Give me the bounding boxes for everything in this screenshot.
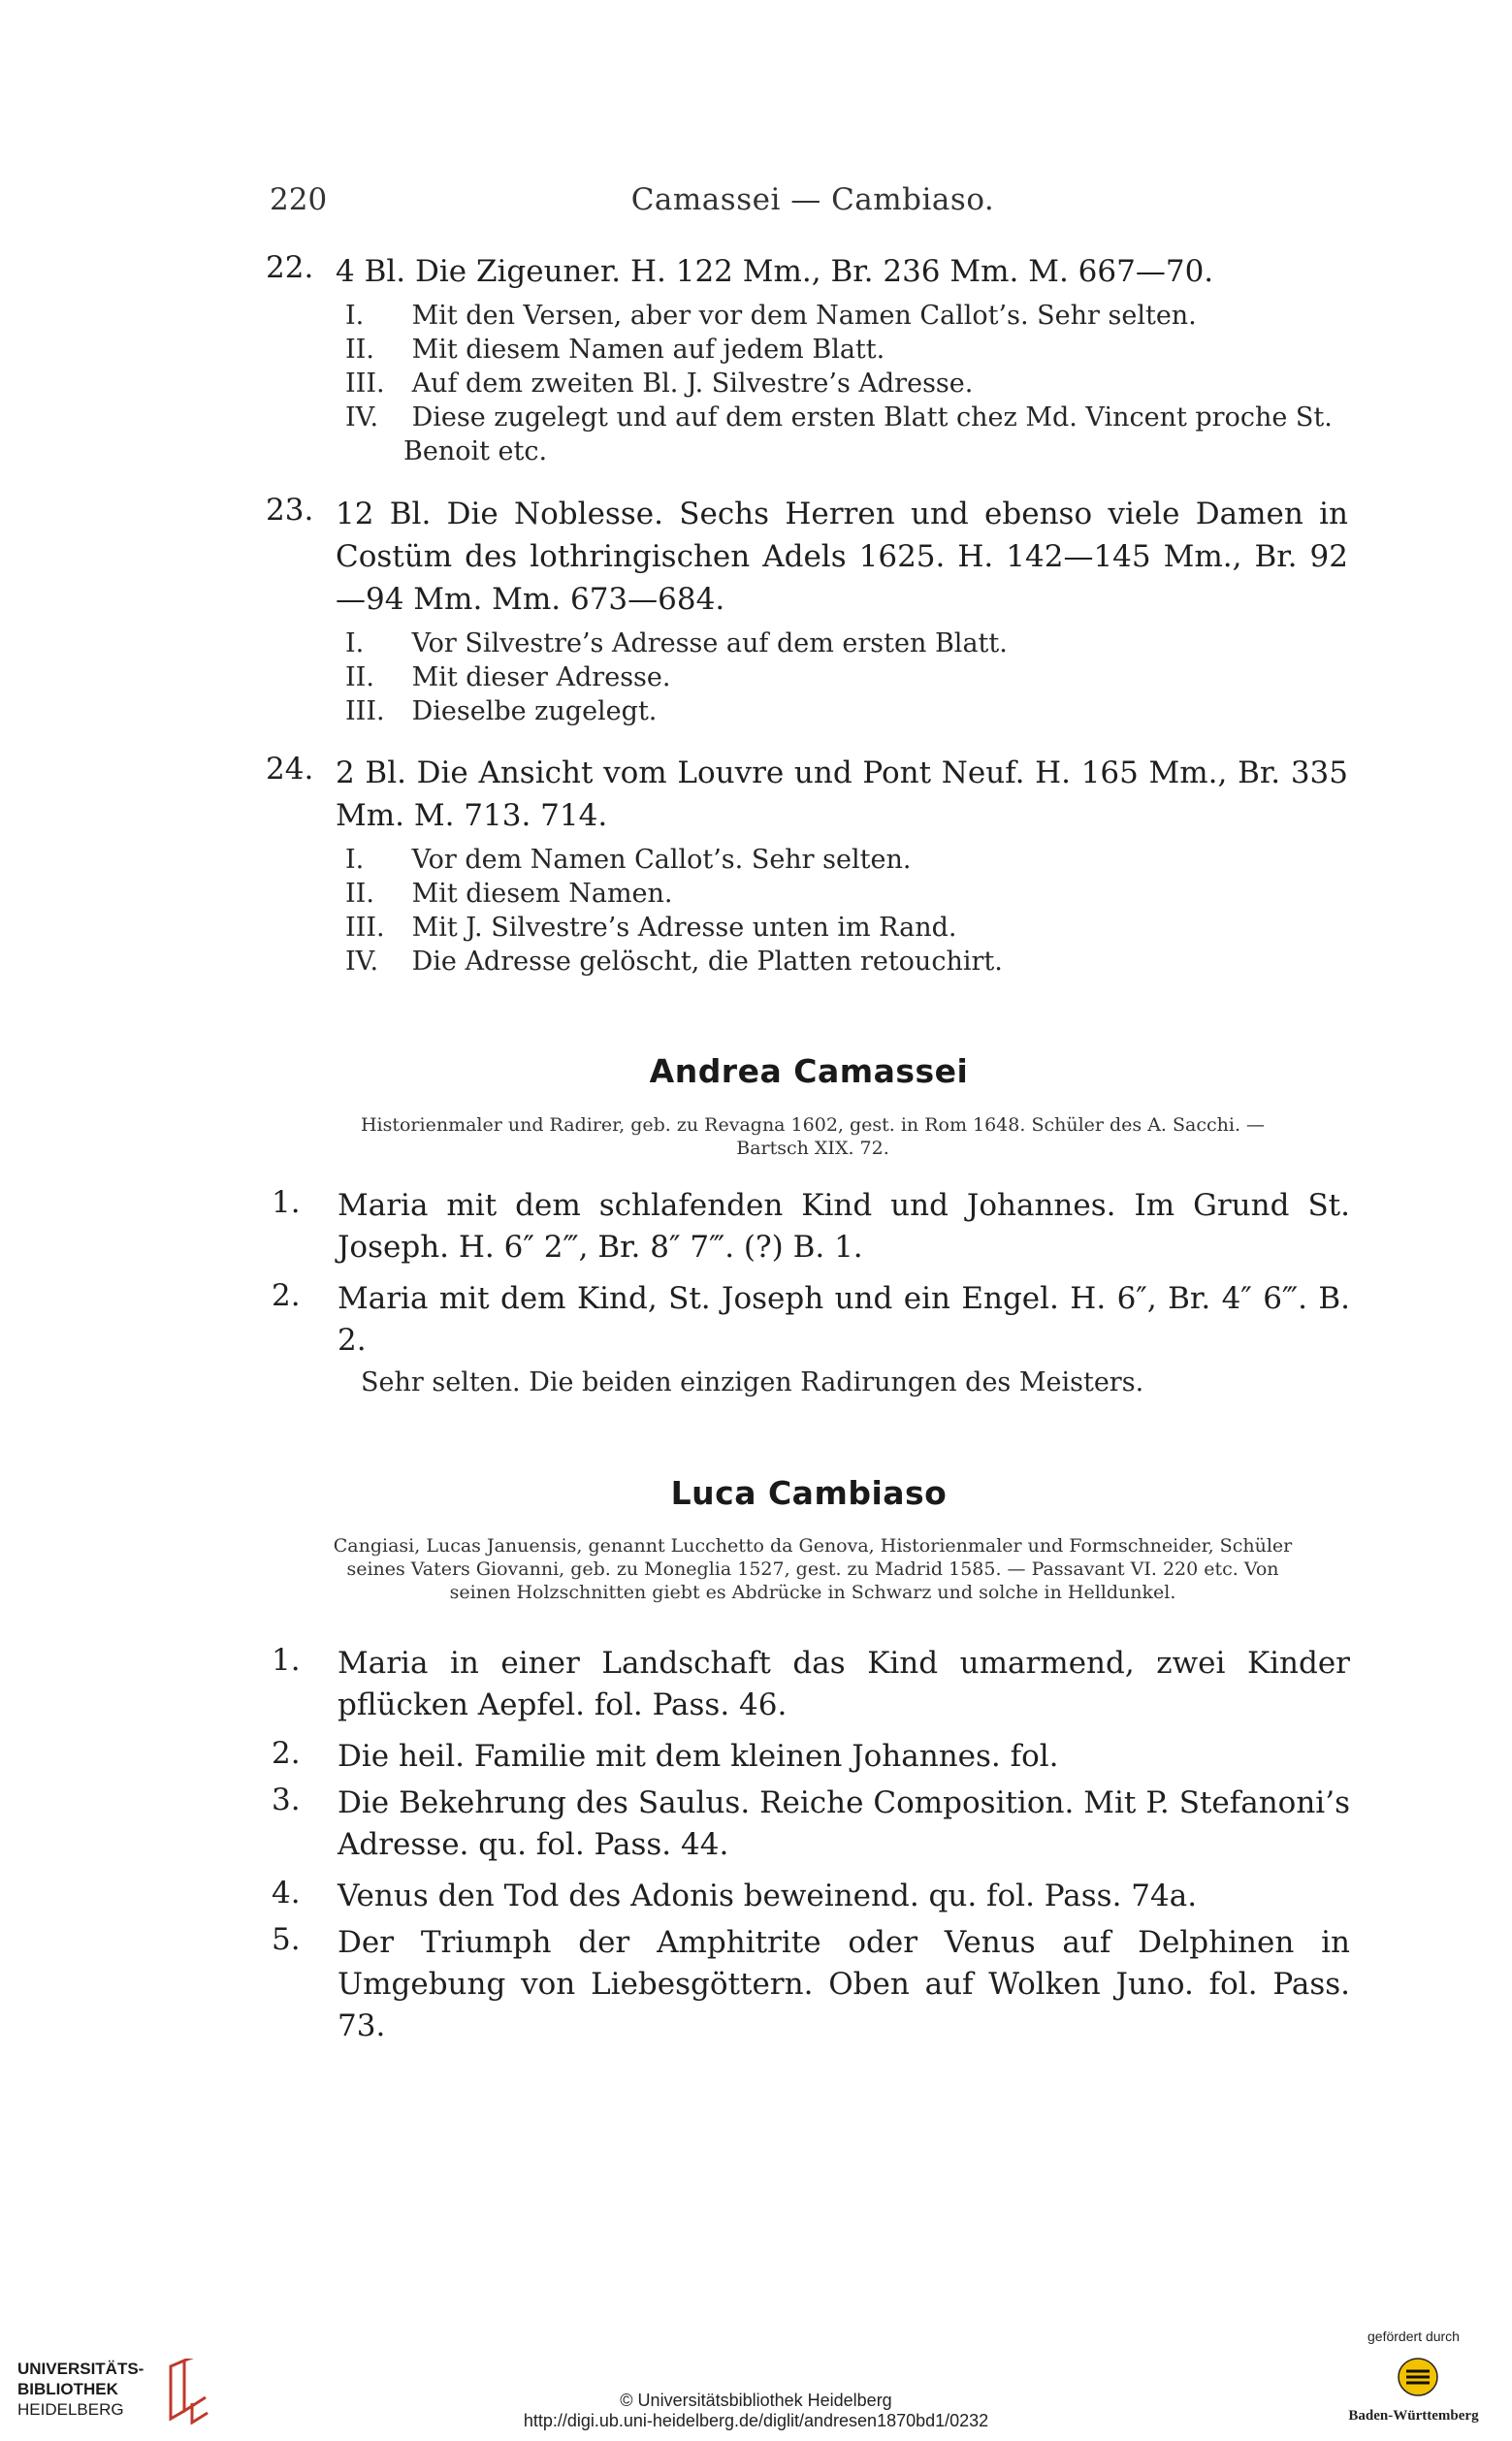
camassei-note: Sehr selten. Die beiden einzigen Radirungen des Meisters.	[361, 1367, 1144, 1397]
state-crest-icon	[1397, 2356, 1439, 2398]
item-number: 1.	[272, 1185, 301, 1220]
entry-number: 23.	[266, 493, 314, 528]
artist-heading-camassei: Andrea Camassei	[649, 1052, 969, 1090]
state-item: II. Mit diesem Namen.	[345, 879, 673, 909]
running-head	[270, 182, 1356, 231]
state-list	[345, 299, 1348, 468]
state-item: II. Mit dieser Adresse.	[345, 662, 671, 692]
page-number: 220	[270, 182, 328, 217]
item-text: Maria mit dem schlafenden Kind und Johannes. Im Grund St. Joseph. H. 6″ 2‴, Br. 8″ 7‴. (?) B. 1.	[338, 1188, 1350, 1265]
entry-text: 12 Bl. Die Noblesse. Sechs Herren und ebenso viele Damen in Costüm des lothringischen Adels 1625. H. 142—145 Mm., Br. 92—94 Mm. Mm. 673—684.	[336, 497, 1348, 617]
permalink-url[interactable]: http://digi.ub.uni-heidelberg.de/diglit/andresen1870bd1/0232	[523, 2411, 989, 2430]
item-text: Venus den Tod des Adonis beweinend. qu. fol. Pass. 74a.	[338, 1879, 1198, 1913]
item-number: 1.	[272, 1643, 301, 1678]
catalogue-entry-23	[266, 493, 1348, 728]
funded-by-label: gefördert durch	[1367, 2329, 1460, 2344]
camassei-item-2	[272, 1278, 1350, 1362]
item-text: Die heil. Familie mit dem kleinen Johannes. fol.	[338, 1739, 1059, 1774]
state-item: III. Mit J. Silvestre’s Adresse unten im Rand.	[345, 913, 957, 943]
entry-text: 4 Bl. Die Zigeuner. H. 122 Mm., Br. 236 Mm. M. 667—70.	[336, 254, 1214, 289]
item-number: 3.	[272, 1783, 301, 1817]
state-item: I. Mit den Versen, aber vor dem Namen Callot’s. Sehr selten.	[345, 301, 1197, 331]
entry-number: 24.	[266, 752, 314, 787]
state-item: III. Dieselbe zugelegt.	[345, 696, 658, 726]
item-number: 2.	[272, 1278, 301, 1313]
item-text: Maria mit dem Kind, St. Joseph und ein Engel. H. 6″, Br. 4″ 6‴. B. 2.	[338, 1281, 1350, 1358]
funder-block	[1329, 2329, 1498, 2435]
artist-bio-cambiaso: Cangiasi, Lucas Januensis, genannt Lucchetto da Genova, Historienmaler und Formschneider, Schüler seines Vaters Giovanni, geb. zu Moneglia 1527, gest. zu Madrid 1585. — Passavant VI. 220 etc. Von seinen Holzschnitten giebt es Abdrücke in Schwarz und solche in Helldunkel.	[333, 1535, 1293, 1603]
cambiaso-item-5	[272, 1922, 1350, 2047]
artist-heading-cambiaso: Luca Cambiaso	[670, 1474, 948, 1512]
catalogue-entry-24	[266, 752, 1348, 979]
state-item: III. Auf dem zweiten Bl. J. Silvestre’s Adresse.	[345, 369, 974, 399]
funder-name: Baden-Württemberg	[1348, 2408, 1479, 2424]
library-name-line1: UNIVERSITÄTS-	[17, 2360, 145, 2378]
cambiaso-item-4	[272, 1876, 1350, 1917]
library-name-line2: BIBLIOTHEK	[17, 2380, 118, 2398]
page-footer	[0, 2323, 1512, 2441]
state-item: I. Vor Silvestre’s Adresse auf dem ersten Blatt.	[345, 628, 1008, 658]
state-item: II. Mit diesem Namen auf jedem Blatt.	[345, 335, 885, 365]
catalogue-entry-22	[266, 250, 1348, 468]
item-number: 2.	[272, 1736, 301, 1771]
state-list	[345, 626, 1348, 728]
item-text: Die Bekehrung des Saulus. Reiche Composition. Mit P. Stefanoni’s Adresse. qu. fol. Pass. 44.	[338, 1785, 1350, 1862]
copyright-block	[0, 2391, 1512, 2431]
cambiaso-item-3	[272, 1783, 1350, 1866]
item-number: 5.	[272, 1922, 301, 1957]
entry-number: 22.	[266, 250, 314, 285]
item-number: 4.	[272, 1876, 301, 1911]
cambiaso-item-1	[272, 1643, 1350, 1726]
cambiaso-item-2	[272, 1736, 1350, 1778]
state-item: IV. Die Adresse gelöscht, die Platten retouchirt.	[345, 947, 1003, 977]
item-text: Maria in einer Landschaft das Kind umarmend, zwei Kinder pflücken Aepfel. fol. Pass. 46.	[338, 1646, 1350, 1722]
state-list	[345, 843, 1348, 979]
running-title: Camassei — Cambiaso.	[630, 182, 995, 217]
state-item: I. Vor dem Namen Callot’s. Sehr selten.	[345, 845, 912, 875]
artist-bio-camassei: Historienmaler und Radirer, geb. zu Revagna 1602, gest. in Rom 1648. Schüler des A. Sacchi. — Bartsch XIX. 72.	[360, 1114, 1266, 1159]
item-text: Der Triumph der Amphitrite oder Venus auf Delphinen in Umgebung von Liebesgöttern. Oben auf Wolken Juno. fol. Pass. 73.	[338, 1925, 1350, 2043]
camassei-item-1	[272, 1185, 1350, 1269]
state-item: IV. Diese zugelegt und auf dem ersten Blatt chez Md. Vincent proche St. Benoit etc.	[345, 402, 1333, 466]
entry-text: 2 Bl. Die Ansicht vom Louvre und Pont Neuf. H. 165 Mm., Br. 335 Mm. M. 713. 714.	[336, 755, 1348, 833]
copyright-notice: © Universitätsbibliothek Heidelberg	[620, 2391, 892, 2410]
library-name-line3: HEIDELBERG	[17, 2400, 124, 2419]
